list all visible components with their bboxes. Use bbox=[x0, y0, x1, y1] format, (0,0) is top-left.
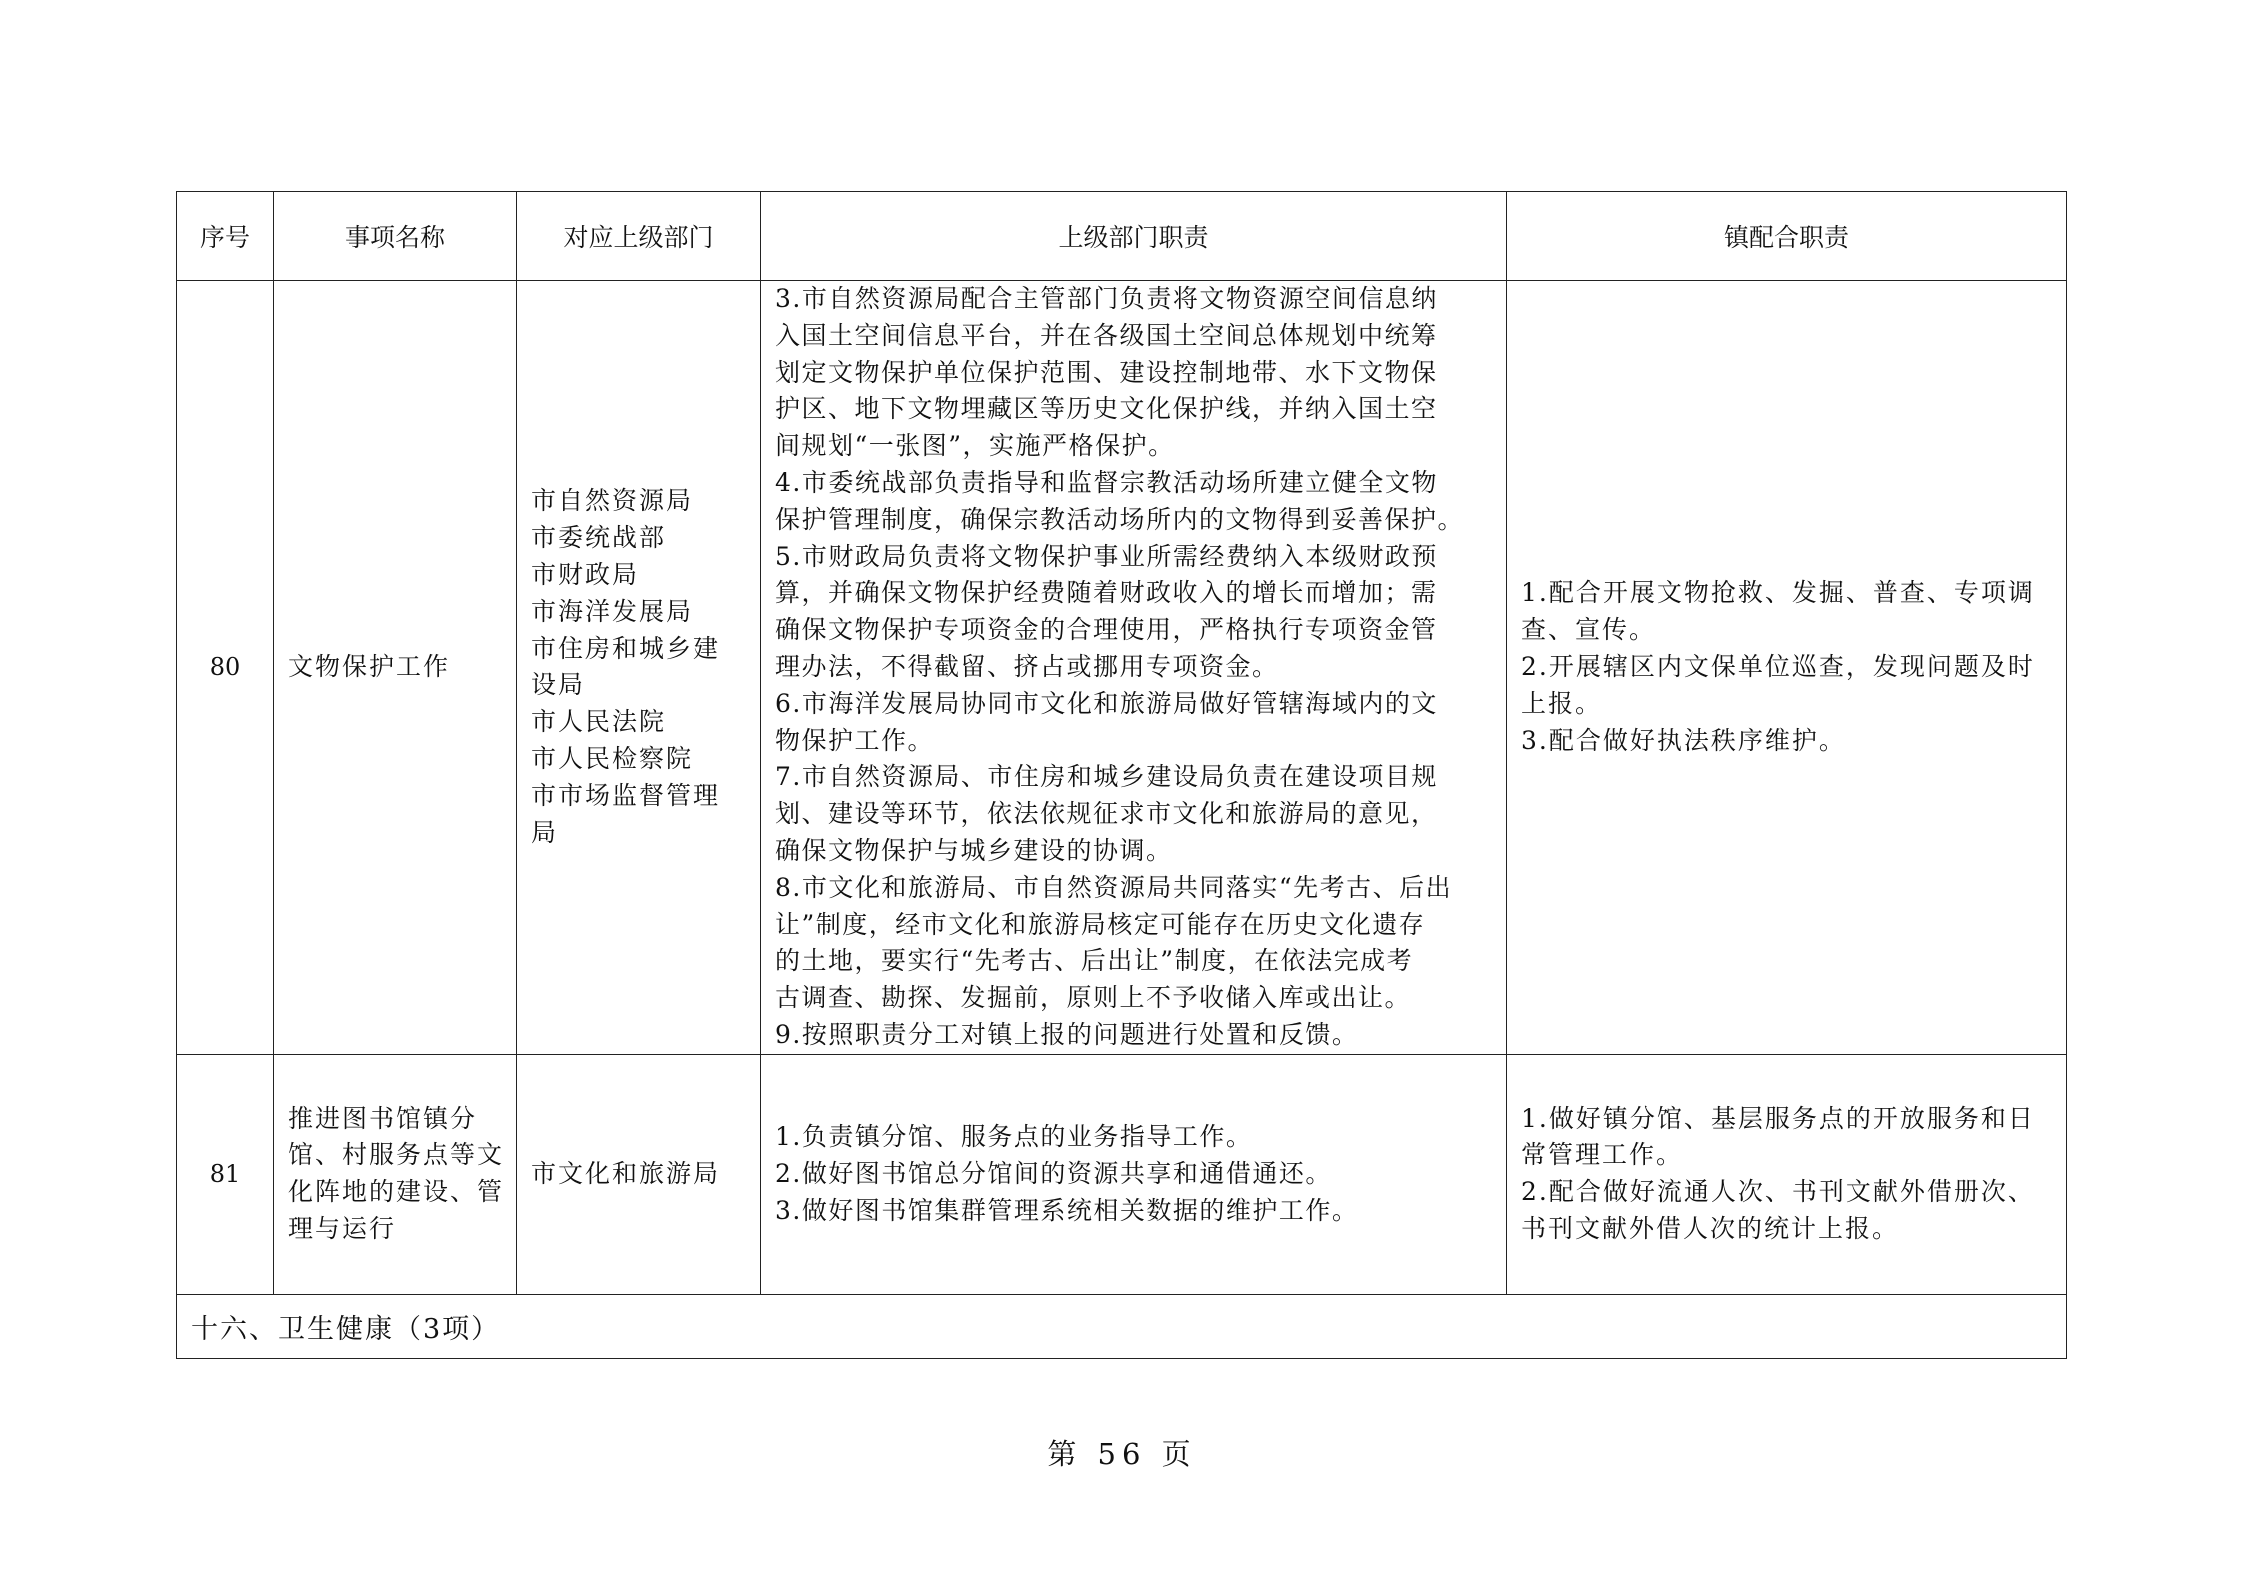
cell-text-line: 的土地，要实行“先考古、后出让”制度，在依法完成考 bbox=[775, 946, 1414, 976]
cell-text-line: 古调查、勘探、发掘前，原则上不予收储入库或出让。 bbox=[775, 983, 1412, 1013]
section-title: 十六、卫生健康（3项） bbox=[177, 1294, 2067, 1358]
town-duty-cell bbox=[1507, 281, 2067, 1055]
seq-number: 80 bbox=[209, 653, 241, 682]
cell-text-line: 3.市自然资源局配合主管部门负责将文物资源空间信息纳 bbox=[775, 284, 1438, 313]
cell-text-line: 3.做好图书馆集群管理系统相关数据的维护工作。 bbox=[775, 1195, 1359, 1225]
upper-dept-cell bbox=[517, 281, 761, 1055]
cell-text-line: 市财政局 bbox=[531, 559, 640, 589]
cell-text-line: 1.做好镇分馆、基层服务点的开放服务和日 bbox=[1521, 1103, 2035, 1133]
cell-text-line: 理与运行 bbox=[288, 1214, 397, 1244]
header-upper-duty: 上级部门职责 bbox=[761, 192, 1507, 281]
cell-text-line: 市自然资源局 bbox=[531, 486, 694, 516]
cell-text-line: 3.配合做好执法秩序维护。 bbox=[1521, 725, 1846, 755]
cell-text-line: 4.市委统战部负责指导和监督宗教活动场所建立健全文物 bbox=[775, 467, 1438, 497]
header-upper-dept: 对应上级部门 bbox=[517, 192, 761, 281]
table-header-row bbox=[177, 192, 2067, 281]
upper-dept-cell bbox=[517, 1054, 761, 1294]
cell-text-line: 划、建设等环节，依法依规征求市文化和旅游局的意见， bbox=[775, 799, 1438, 829]
table-row bbox=[177, 281, 2067, 1055]
cell-text-line: 市人民法院 bbox=[531, 707, 667, 737]
cell-text-line: 推进图书馆镇分 bbox=[288, 1103, 478, 1133]
cell-text-line: 市文化和旅游局 bbox=[531, 1158, 721, 1188]
cell-text-line: 物保护工作。 bbox=[775, 725, 935, 755]
cell-text-line: 1.配合开展文物抢救、发掘、普查、专项调 bbox=[1521, 578, 2035, 608]
cell-text-line: 市委统战部 bbox=[531, 523, 667, 553]
cell-text-line: 划定文物保护单位保护范围、建设控制地带、水下文物保 bbox=[775, 357, 1438, 387]
header-town-duty: 镇配合职责 bbox=[1507, 192, 2067, 281]
cell-text-line: 理办法，不得截留、挤占或挪用专项资金。 bbox=[775, 651, 1279, 681]
cell-text-line: 书刊文献外借人次的统计上报。 bbox=[1521, 1214, 1900, 1244]
cell-text-line: 确保文物保护专项资金的合理使用，严格执行专项资金管 bbox=[775, 615, 1438, 645]
cell-text-line: 保护管理制度，确保宗教活动场所内的文物得到妥善保护。 bbox=[775, 504, 1465, 534]
cell-text-line: 1.负责镇分馆、服务点的业务指导工作。 bbox=[775, 1122, 1253, 1152]
cell-text-line: 2.开展辖区内文保单位巡查，发现问题及时 bbox=[1521, 651, 2035, 681]
upper-duty-cell bbox=[761, 281, 1507, 1055]
cell-text-line: 市住房和城乡建 bbox=[531, 633, 721, 663]
cell-text-line: 让”制度，经市文化和旅游局核定可能存在历史文化遗存 bbox=[775, 909, 1426, 939]
cell-text-line: 市海洋发展局 bbox=[531, 596, 694, 626]
cell-text-line: 9.按照职责分工对镇上报的问题进行处置和反馈。 bbox=[775, 1019, 1359, 1049]
cell-text-line: 市市场监督管理 bbox=[531, 780, 721, 810]
page-number: 第 56 页 bbox=[1047, 1437, 1197, 1471]
header-seq: 序号 bbox=[177, 192, 274, 281]
cell-text-line: 市人民检察院 bbox=[531, 743, 694, 773]
cell-text-line: 局 bbox=[531, 817, 559, 847]
cell-text-line: 确保文物保护与城乡建设的协调。 bbox=[775, 835, 1173, 865]
cell-text-line: 常管理工作。 bbox=[1521, 1140, 1684, 1170]
cell-text-line: 化阵地的建设、管 bbox=[288, 1177, 505, 1207]
header-item-name: 事项名称 bbox=[274, 192, 517, 281]
cell-text-line: 算，并确保文物保护经费随着财政收入的增长而增加；需 bbox=[775, 578, 1438, 608]
seq-cell bbox=[177, 1054, 274, 1294]
item-name-cell bbox=[274, 1054, 517, 1294]
cell-text-line: 查、宣传。 bbox=[1521, 615, 1657, 645]
section-row bbox=[177, 1294, 2067, 1358]
table-row bbox=[177, 1054, 2067, 1294]
cell-text-line: 6.市海洋发展局协同市文化和旅游局做好管辖海域内的文 bbox=[775, 688, 1438, 718]
upper-duty-cell bbox=[761, 1054, 1507, 1294]
cell-text-line: 入国土空间信息平台，并在各级国土空间总体规划中统筹 bbox=[775, 320, 1438, 350]
cell-text-line: 8.市文化和旅游局、市自然资源局共同落实“先考古、后出 bbox=[775, 872, 1453, 902]
cell-text-line: 间规划“一张图”，实施严格保护。 bbox=[775, 431, 1175, 461]
seq-number: 81 bbox=[209, 1160, 241, 1189]
seq-cell bbox=[177, 281, 274, 1055]
responsibility-table bbox=[176, 191, 2067, 1359]
cell-text-line: 上报。 bbox=[1521, 688, 1603, 718]
cell-text-line: 7.市自然资源局、市住房和城乡建设局负责在建设项目规 bbox=[775, 762, 1438, 792]
cell-text-line: 护区、地下文物埋藏区等历史文化保护线，并纳入国土空 bbox=[775, 394, 1438, 424]
cell-text-line: 馆、村服务点等文 bbox=[288, 1140, 505, 1170]
cell-text-line: 设局 bbox=[531, 670, 586, 700]
cell-text-line: 2.配合做好流通人次、书刊文献外借册次、 bbox=[1521, 1177, 2035, 1207]
cell-text-line: 文物保护工作 bbox=[288, 651, 451, 681]
town-duty-cell bbox=[1507, 1054, 2067, 1294]
cell-text-line: 5.市财政局负责将文物保护事业所需经费纳入本级财政预 bbox=[775, 541, 1438, 571]
item-name-cell bbox=[274, 281, 517, 1055]
cell-text-line: 2.做好图书馆总分馆间的资源共享和通借通还。 bbox=[775, 1158, 1332, 1188]
